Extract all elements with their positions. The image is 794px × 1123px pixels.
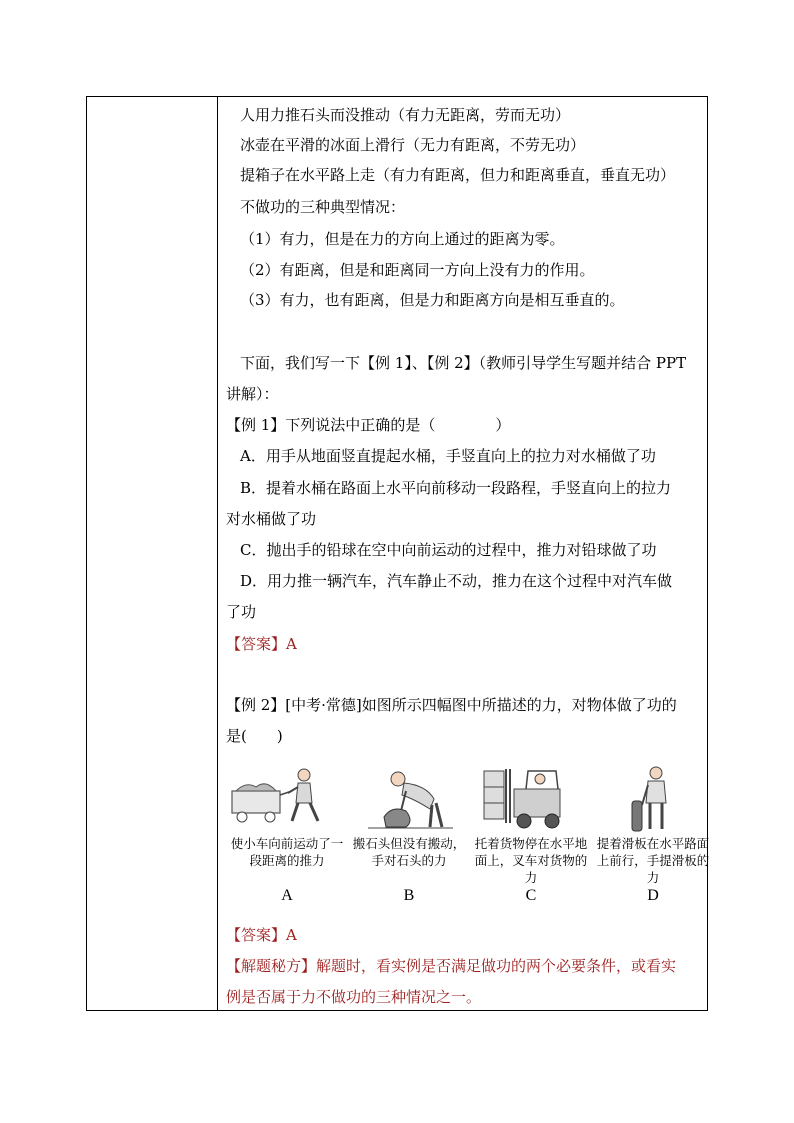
- figure-b-letter: B: [403, 887, 415, 904]
- answer-value: A: [286, 926, 297, 944]
- answer-label: 【答案】: [226, 926, 287, 944]
- example-2-question-cont: 是( ): [226, 727, 283, 745]
- solution-tip-cont: 例是否属于力不做功的三种情况之一。: [226, 988, 482, 1006]
- option-c: C．抛出手的铅球在空中向前运动的过程中，推力对铅球做了功: [240, 541, 657, 559]
- cart-push-illustration: [226, 765, 348, 835]
- option-b-cont: 对水桶做了功: [226, 510, 317, 528]
- text-line-7: （3）有力，也有距离，但是力和距离方向是相互垂直的。: [240, 291, 625, 309]
- forklift-illustration: [470, 765, 592, 835]
- option-d-cont: 了功: [226, 603, 257, 621]
- figure-b-caption: 搬石头但没有搬动，手对石头的力: [352, 836, 466, 868]
- figure-c-caption: 托着货物停在水平地面上，叉车对货物的力: [474, 836, 588, 885]
- text-line-8: 下面，我们写一下【例 1】、【例 2】（教师引导学生写题并结合 PPT: [240, 354, 687, 372]
- figure-d: [592, 765, 714, 915]
- figure-a: [226, 765, 348, 915]
- stone-lift-illustration: [348, 765, 470, 835]
- figure-d-letter: D: [647, 887, 659, 904]
- content-table: [86, 96, 708, 1011]
- figure-a-letter: A: [281, 887, 293, 904]
- figure-a-caption: 使小车向前运动了一段距离的推力: [230, 836, 344, 868]
- figure-c-letter: C: [525, 887, 537, 904]
- skateboard-carry-illustration: [592, 765, 714, 835]
- example-1-question: 【例 1】下列说法中正确的是（ ）: [226, 416, 511, 434]
- text-line-2: 冰壶在平滑的冰面上滑行（无力有距离，不劳无功）: [240, 136, 586, 154]
- content-cell: [218, 97, 710, 1010]
- answer-1: [226, 634, 297, 654]
- figure-d-caption: 提着滑板在水平路面上前行，手提滑板的力: [596, 836, 710, 885]
- text-line-9: 讲解）：: [226, 385, 279, 403]
- text-line-3: 提箱子在水平路上走（有力有距离，但力和距离垂直，垂直无功）: [240, 166, 676, 184]
- option-d: D．用力推一辆汽车，汽车静止不动，推力在这个过程中对汽车做: [240, 572, 673, 590]
- text-line-6: （2）有距离，但是和距离同一方向上没有力的作用。: [240, 261, 595, 279]
- example-2-question: 【例 2】[中考·常德]如图所示四幅图中所描述的力，对物体做了功的: [226, 696, 677, 714]
- text-line-4: 不做功的三种典型情况：: [240, 198, 406, 216]
- solution-tip: [226, 956, 676, 976]
- text-line-1: 人用力推石头而没推动（有力无距离，劳而无功）: [240, 106, 571, 124]
- figure-c: [470, 765, 592, 915]
- option-b: B．提着水桶在路面上水平向前移动一段路程，手竖直向上的拉力: [240, 479, 672, 497]
- solution-tip-text: 解题时，看实例是否满足做功的两个必要条件，或看实: [316, 957, 677, 975]
- answer-label: 【答案】: [226, 635, 287, 653]
- answer-2: [226, 925, 297, 945]
- answer-value: A: [286, 635, 297, 653]
- figure-b: [348, 765, 470, 915]
- figure-row: [226, 765, 710, 915]
- text-line-5: （1）有力，但是在力的方向上通过的距离为零。: [240, 230, 565, 248]
- solution-tip-label: 【解题秘方】: [226, 957, 317, 975]
- option-a: A．用手从地面竖直提起水桶，手竖直向上的拉力对水桶做了功: [240, 447, 656, 465]
